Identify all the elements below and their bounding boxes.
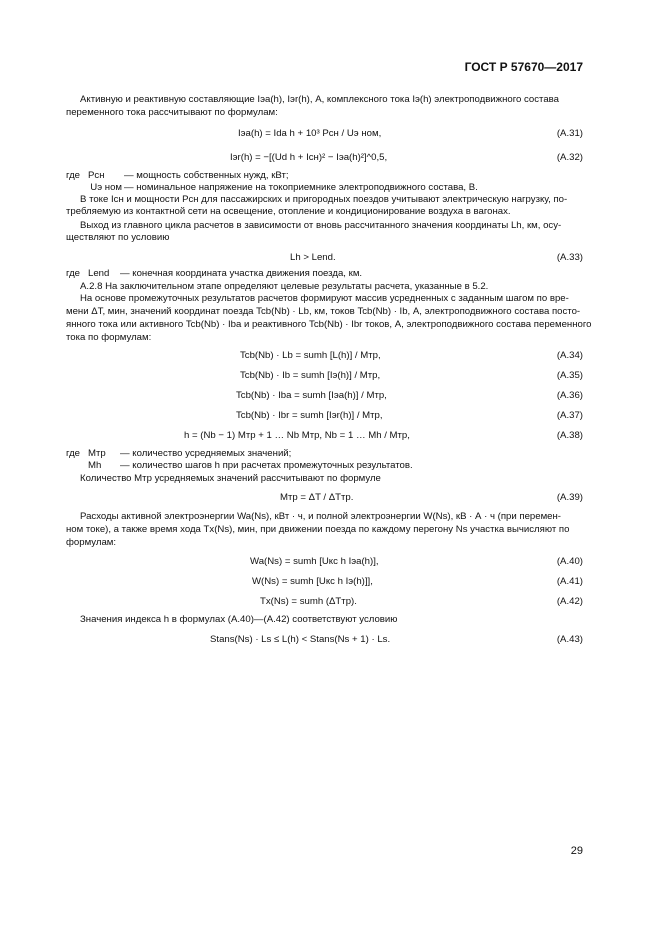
paragraph-line: ном токе), а также время хода Tx(Ns), мин, при движении поезда по каждому перегону Ns участка вычисляют по (66, 524, 570, 535)
where-symbol: Mh (88, 460, 102, 471)
formula-number: (А.31) (556, 128, 583, 139)
formula-a33: Lh > Lend. (290, 252, 336, 263)
formula-number: (А.32) (556, 152, 583, 163)
where-label: где (66, 448, 81, 459)
where-label: где (66, 268, 81, 279)
where-definition: — мощность собственных нужд, кВт; (124, 170, 289, 181)
where-symbol: Uэ ном (90, 182, 122, 193)
formula-number: (А.40) (556, 556, 583, 567)
formula-number: (А.38) (556, 430, 583, 441)
formula-number: (А.35) (556, 370, 583, 381)
paragraph-line: ществляют по условию (66, 232, 170, 243)
formula-a38: h = (Nb − 1) Mтр + 1 … Nb Mтр, Nb = 1 … Mh / Mтр, (184, 430, 410, 441)
formula-number: (А.42) (556, 596, 583, 607)
where-definition: — количество усредняемых значений; (120, 448, 292, 459)
formula-number: (А.41) (556, 576, 583, 587)
section-line: А.2.8 На заключительном этапе определяют целевые результаты расчета, указанные в 5.2. (80, 281, 489, 292)
formula-a31: Iэа(h) = Ida h + 10³ Pсн / Uэ ном, (238, 128, 382, 139)
paragraph-line: В токе Iсн и мощности Pсн для пассажирских и пригородных поездов учитывают электрическую нагрузку, по- (80, 194, 568, 205)
paragraph-line: Значения индекса h в формулах (А.40)—(А.42) соответствуют условию (80, 614, 398, 625)
formula-number: (А.39) (556, 492, 583, 503)
paragraph-line: мени ΔT, мин, значений координат поезда Tcb(Nb) · Lb, км, токов Tcb(Nb) · Ib, А, электроподвижного состава посто- (66, 306, 581, 317)
paragraph-line: Активную и реактивную составляющие Iэа(h), Iэr(h), А, комплексного тока Iэ(h) электроподвижного состава (80, 94, 559, 105)
where-label: где (66, 170, 81, 181)
document-header: ГОСТ Р 57670—2017 (464, 60, 583, 74)
paragraph-line: тока по формулам: (66, 332, 152, 343)
formula-a32: Iэr(h) = −[(Ud h + Iсн)² − Iэа(h)²]^0,5, (230, 152, 388, 163)
where-symbol: Lend (88, 268, 110, 279)
paragraph-line: переменного тока рассчитывают по формулам: (66, 107, 278, 118)
paragraph-line: Количество Mтр усредняемых значений рассчитывают по формуле (80, 473, 381, 484)
paragraph-line: янного тока или активного Tcb(Nb) · Iba и реактивного Tcb(Nb) · Ibr токов, А, электроподвижного состава переменного (66, 319, 592, 330)
paragraph-line: Выход из главного цикла расчетов в зависимости от вновь рассчитанного значения координаты Lh, км, осу- (80, 220, 562, 231)
where-symbol: Pсн (88, 170, 105, 181)
formula-number: (А.36) (556, 390, 583, 401)
formula-a35: Tcb(Nb) · Ib = sumh [Iэ(h)] / Mтр, (240, 370, 381, 381)
formula-number: (А.33) (556, 252, 583, 263)
formula-number: (А.37) (556, 410, 583, 421)
paragraph-line: требляемую из контактной сети на освещение, отопление и кондиционирование воздуха в вагонах. (66, 206, 511, 217)
formula-a37: Tcb(Nb) · Ibr = sumh [Iэr(h)] / Mтр, (236, 410, 383, 421)
paragraph-line: Расходы активной электроэнергии Wa(Ns), кВт · ч, и полной электроэнергии W(Ns), кВ · А · ч (при перемен- (80, 511, 561, 522)
formula-a34: Tcb(Nb) · Lb = sumh [L(h)] / Mтр, (240, 350, 381, 361)
where-definition: — количество шагов h при расчетах промежуточных результатов. (120, 460, 413, 471)
formula-a43: Stans(Ns) · Ls ≤ L(h) < Stans(Ns + 1) · Ls. (210, 634, 391, 645)
formula-number: (А.43) (556, 634, 583, 645)
formula-a40: Wa(Ns) = sumh [Uкс h Iэа(h)], (250, 556, 379, 567)
formula-number: (А.34) (556, 350, 583, 361)
where-definition: — конечная координата участка движения поезда, км. (120, 268, 363, 279)
formula-a39: Mтр = ΔT / ΔTтр. (280, 492, 354, 503)
formula-a36: Tcb(Nb) · Iba = sumh [Iэа(h)] / Mтр, (236, 390, 387, 401)
paragraph-line: формулам: (66, 537, 117, 548)
page-number: 29 (570, 845, 583, 857)
paragraph-line: На основе промежуточных результатов расчетов формируют массив усредненных с заданным шагом по вре- (80, 293, 569, 304)
where-symbol: Mтр (88, 448, 106, 459)
formula-a41: W(Ns) = sumh [Uкс h Iэ(h)]], (252, 576, 373, 587)
where-definition: — номинальное напряжение на токоприемнике электроподвижного состава, В. (124, 182, 478, 193)
formula-a42: Tx(Ns) = sumh (ΔTтр). (260, 596, 357, 607)
